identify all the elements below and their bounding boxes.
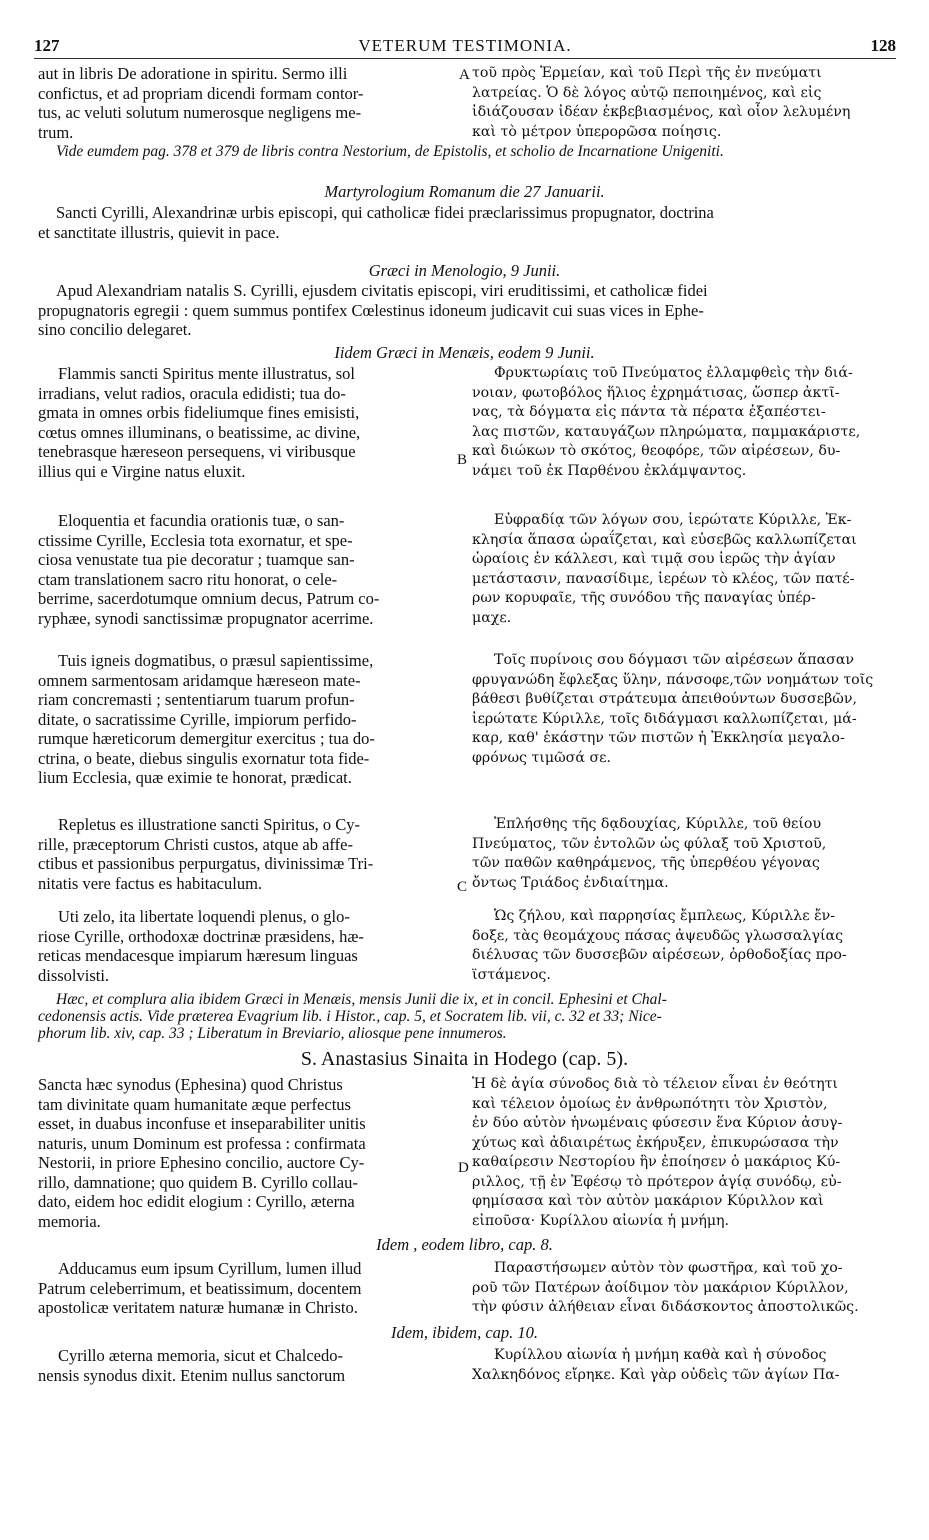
idem-cap8-latin [38, 1259, 458, 1318]
text-line: sino concilio delegaret. [38, 320, 192, 339]
text-line: Repletus es illustratione sancti Spiritus, o Cy- [58, 815, 361, 834]
text-line: νάμει τοῦ ἐκ Παρθένου ἐκλάμψαντος. [472, 462, 747, 479]
idem-cap8-greek [472, 1259, 897, 1318]
text-line: riam concremasti ; sententiarum tuarum profun- [38, 690, 355, 709]
text-line: phorum lib. xiv, cap. 33 ; Liberatum in Breviario, aliosque pene innumeros. [38, 1025, 507, 1042]
text-line: δοξε, τὰς θεομάχους πάσας ἀψευδῶς γλωσσαλγίας [472, 927, 844, 944]
text-line: apostolicæ veritatem naturæ humanæ in Christo. [38, 1298, 358, 1317]
text-line: ϊστάμενος. [472, 966, 551, 983]
idem-cap10-latin [38, 1346, 458, 1385]
menaea-greek-5 [472, 907, 897, 985]
text-line: memoria. [38, 1211, 101, 1231]
text-line: Apud Alexandriam natalis S. Cyrilli, ejusdem civitatis episcopi, viri eruditissimi, et catholicæ fidei [56, 281, 708, 300]
text-line: illius qui e Virgine natus eluxit. [38, 461, 246, 481]
text-line: διέλυσας τῶν δυσσεβῶν αἱρέσεων, ὀρθοδοξίας προ- [472, 947, 847, 963]
idem-cap10-greek [472, 1346, 897, 1385]
menaea-greek-1 [472, 364, 897, 481]
text-line: καὶ διώκων τὸ σκότος, θεοφόρε, τῶν αἱρέσεων, δυ- [472, 443, 841, 459]
anastasius-latin [38, 1075, 458, 1231]
text-line: Παραστήσωμεν αὐτὸν τὸν φωστῆρα, καὶ τοῦ χο- [494, 1260, 843, 1276]
text-line: φρόνως τιμῶσά σε. [472, 749, 611, 766]
text-line: Patrum celeberrimum, et beatissimum, docentem [38, 1278, 362, 1298]
menaea-latin-4 [38, 815, 458, 893]
margin-marker-a: A [459, 67, 470, 83]
menaea-latin-3 [38, 651, 458, 788]
text-line: tam divinitate quam humanitate æque perfectus [38, 1094, 351, 1114]
martyrologium-heading: Martyrologium Romanum die 27 Januarii. [324, 182, 605, 201]
text-line: Ὡς ζήλου, καὶ παρρησίας ἔμπλεως, Κύριλλε ἔν- [494, 908, 836, 924]
text-line: βάθεσι βυθίζεται στράτευμα ἀπειθούντων δυσσεβῶν, [472, 691, 857, 707]
anastasius-heading: S. Anastasius Sinaita in Hodego (cap. 5). [300, 1048, 629, 1070]
text-line: νοιαν, φωτοβόλος ἥλιος ἐχρημάτισας, ὥσπερ ἀκτῖ- [472, 384, 840, 401]
menologium-text [38, 281, 896, 340]
text-line: εἰποῦσα· Κυρίλλου αἰωνία ἡ μνήμη. [472, 1212, 730, 1229]
intro-vide-note: Vide eumdem pag. 378 et 379 de libris contra Nestorium, de Epistolis, et scholio de Incarnatione Unigeniti. [56, 143, 724, 160]
menaea-greek-2 [472, 511, 897, 628]
text-line: Tuis igneis dogmatibus, o præsul sapientissime, [58, 651, 374, 670]
text-line: Εὐφραδίᾳ τῶν λόγων σου, ἱερώτατε Κύριλλε, Ἐκ- [494, 512, 852, 528]
text-line: nensis synodus dixit. Etenim nullus sanctorum [38, 1365, 346, 1385]
text-line: νας, τὰ δόγματα εἰς πάντα τὰ πέρατα ἐξαπέστει- [472, 404, 826, 420]
text-line: Sancti Cyrilli, Alexandrinæ urbis episcopi, qui catholicæ fidei præclarissimus propugnator, doctrina [56, 203, 714, 222]
text-line: Πνεύματος, τῶν ἐντολῶν ὡς φύλαξ τοῦ Χριστοῦ, [472, 835, 827, 852]
text-line: dato, eidem hoc edidit elogium : Cyrillo, æterna [38, 1192, 355, 1211]
text-line: καρ, καθ' ἑκάστην τῶν πιστῶν ἡ Ἐκκλησία μεγαλο- [472, 730, 845, 746]
text-line: ροῦ τῶν Πατέρων ἀοίδιμον τὸν μακάριον Κύριλλον, [472, 1279, 849, 1296]
text-line: Κυρίλλου αἰωνία ἡ μνήμη καθὰ καὶ ἡ σύνοδος [494, 1347, 827, 1363]
text-line: riose Cyrille, orthodoxæ doctrinæ præsidens, hæ- [38, 926, 364, 946]
text-line: tus, ac veluti solutum numerosque negligens me- [38, 103, 362, 122]
text-line: φημίσασα καὶ τὸν αὐτὸν μακάριον Κύριλλον καὶ [472, 1193, 824, 1209]
text-line: ριλλος, τῇ ἐν Ἐφέσῳ τὸ πρότερον ἁγίᾳ συνόδῳ, εὐ- [472, 1173, 842, 1190]
menaea-latin-1 [38, 364, 458, 481]
text-line: ὡραίοις ἐν κάλλεσι, καὶ τιμᾷ σου ἱερῶς τὴν ἁγίαν [472, 551, 836, 567]
running-title: VETERUM TESTIMONIA. [358, 36, 572, 55]
text-line: Τοῖς πυρίνοις σου δόγμασι τῶν αἱρέσεων ἅπασαν [494, 652, 855, 668]
text-line: reticas mendacesque impiarum hæresum linguas [38, 946, 358, 965]
text-line: propugnatoris egregii : quem summus pontifex Cœlestinus idoneum judicavit cui suas vices in Ephe- [38, 300, 704, 320]
text-line: ἐν δύο αὐτὸν ἡνωμέναις φύσεσιν ἕνα Κύριον ἀσυγ- [472, 1115, 843, 1131]
anastasius-greek [472, 1075, 897, 1231]
text-line: rumque hæreticorum demergitur exercitus ; tua do- [38, 729, 375, 748]
text-line: Χαλκηδόνος εἴρηκε. Καὶ γὰρ οὐδεὶς τῶν ἁγίων Πα- [472, 1366, 840, 1383]
text-line: τοῦ πρὸς Ἑρμείαν, καὶ τοῦ Περὶ τῆς ἐν πνεύματι [472, 65, 822, 81]
text-line: καθαίρεσιν Νεστορίου ἣν ἐποίησεν ὁ μακάριος Κύ- [472, 1154, 841, 1170]
intro-latin [38, 64, 458, 142]
text-line: μετάστασιν, πανασίδιμε, ἱερέων τὸ κλέος, τῶν πατέ- [472, 570, 855, 587]
text-line: rille, præceptorum Christi custos, atque ab affe- [38, 834, 353, 854]
page-number-left: 127 [34, 36, 60, 55]
text-line: ctibus et passionibus perpurgatus, divinissimæ Tri- [38, 854, 374, 873]
text-line: Nestorii, in priore Ephesino concilio, auctore Cy- [38, 1153, 365, 1172]
running-header [34, 36, 896, 59]
text-line: nitatis vere factus es habitaculum. [38, 873, 263, 893]
text-line: Hæc, et complura alia ibidem Græci in Menæis, mensis Junii die ix, et in concil. Ephesini et Chal- [56, 991, 667, 1008]
menaea-latin-2 [38, 511, 458, 628]
text-line: ρων κορυφαῖε, τῆς συνόδου τῆς παναγίας ὑπέρ- [472, 590, 816, 606]
text-line: trum. [38, 122, 74, 142]
text-line: ciosa venustate tua pie decoratur ; tuamque san- [38, 550, 355, 569]
menaea-note [38, 991, 896, 1042]
menologium-heading: Græci in Menologio, 9 Junii. [368, 261, 561, 280]
text-line: confictus, et ad propriam dicendi formam contor- [38, 83, 364, 103]
text-line: Sancta hæc synodus (Ephesina) quod Christus [38, 1075, 343, 1094]
text-line: Uti zelo, ita libertate loquendi plenus, o glo- [58, 907, 350, 926]
text-line: Eloquentia et facundia orationis tuæ, o san- [58, 511, 345, 530]
text-line: Ἡ δὲ ἁγία σύνοδος διὰ τὸ τέλειον εἶναι ἐν θεότητι [472, 1076, 838, 1092]
text-line: λας πιστῶν, καταυγάζων πληρώματα, παμμακάριστε, [472, 423, 861, 440]
text-line: rillo, damnatione; quo quidem B. Cyrillo collau- [38, 1172, 358, 1192]
menaea-greek-3 [472, 651, 897, 768]
text-line: lium Ecclesia, quæ eximie te honorat, prædicat. [38, 768, 352, 787]
margin-marker-b: B [457, 452, 468, 468]
text-line: tenebrasque hæreseon persequens, vi viribusque [38, 442, 356, 461]
text-line: cedonensis actis. Vide præterea Evagrium lib. i Histor., cap. 5, et Socratem lib. vii, c. 32 et 33; Nice- [38, 1008, 662, 1025]
martyrologium-text [38, 203, 896, 242]
text-line: omnem sarmentosam aridamque hæreseon mate- [38, 670, 361, 690]
text-line: ὄντως Τριάδος ἐνδιαίτημα. [472, 874, 669, 891]
text-line: cœtus omnes illuminans, o beatissime, ac divine, [38, 422, 361, 442]
text-line: Cyrillo æterna memoria, sicut et Chalcedo- [58, 1346, 344, 1365]
text-line: dissolvisti. [38, 965, 110, 985]
text-line: et sanctitate illustris, quievit in pace. [38, 222, 280, 242]
text-line: Flammis sancti Spiritus mente illustratus, sol [58, 364, 355, 383]
margin-marker-d: D [458, 1160, 469, 1176]
text-line: irradians, velut radios, oracula edidisti; tua do- [38, 383, 346, 403]
menaea-heading: Iidem Græci in Menæis, eodem 9 Junii. [334, 343, 595, 362]
text-line: naturis, unum Dominum est professa : confirmata [38, 1133, 366, 1153]
text-line: ctrina, o beate, diebus singulis exornatur tota fide- [38, 748, 370, 768]
text-line: φρυγανώδη ἔφλεξας ὕλην, πάνσοφε,τῶν νοημάτων τοῖς [472, 671, 874, 688]
text-line: καὶ τέλειον ὁμοίως ἐν ἀνθρωπότητι τὸν Χριστὸν, [472, 1095, 828, 1112]
text-line: λατρείας. Ὁ δὲ λόγος αὐτῷ πεποιημένος, καὶ εἰς [472, 84, 822, 101]
menaea-latin-5 [38, 907, 458, 985]
text-line: gmata in omnes orbis fideliumque fines emisisti, [38, 403, 360, 422]
text-line: καὶ τὸ μέτρον ὑπερορῶσα ποίησις. [472, 123, 722, 140]
text-line: τὴν φύσιν ἀλήθειαν εἶναι διδάσκοντος ἀποστολικῶς. [472, 1299, 859, 1315]
text-line: μαχε. [472, 609, 512, 626]
text-line: aut in libris De adoratione in spiritu. Sermo illi [38, 64, 348, 83]
text-line: τῶν παθῶν καθηράμενος, τῆς ὑπερθέου γέγονας [472, 855, 820, 871]
intro-greek [472, 64, 897, 142]
page-number-right: 128 [870, 36, 896, 55]
text-line: Ἐπλήσθης τῆς δᾳδουχίας, Κύριλλε, τοῦ θείου [494, 816, 822, 832]
idem-cap10-heading: Idem, ibidem, cap. 10. [390, 1323, 539, 1342]
text-line: ditate, o sacratissime Cyrille, impiorum perfido- [38, 709, 357, 729]
menaea-greek-4 [472, 815, 897, 893]
text-line: esset, in duabus inconfuse et inseparabiliter unitis [38, 1114, 366, 1133]
text-line: ryphæe, synodi sanctissimæ propugnator acerrime. [38, 608, 374, 628]
text-line: κλησία ἅπασα ὡραΐζεται, καὶ εὐσεβῶς καλλωπίζεται [472, 531, 857, 548]
text-line: χύτως καὶ ἀδιαιρέτως ἐκήρυξεν, ἐπικυρώσασα τὴν [472, 1134, 839, 1151]
text-line: Φρυκτωρίαις τοῦ Πνεύματος ἐλλαμφθεὶς τὴν διά- [494, 365, 853, 381]
text-line: ἰδιάζουσαν ἰδέαν ἐκβεβιασμένος, καὶ οἷον λελυμένη [472, 104, 851, 120]
text-line: Adducamus eum ipsum Cyrillum, lumen illud [58, 1259, 362, 1278]
idem-cap8-heading: Idem , eodem libro, cap. 8. [376, 1235, 553, 1254]
margin-marker-c: C [457, 879, 468, 895]
text-line: ctissime Cyrille, Ecclesia tota exornatur, et spe- [38, 530, 353, 550]
text-line: ctam translationem sacro ritu honorat, o cele- [38, 569, 338, 589]
text-line: berrime, sacerdotumque omnium decus, Patrum co- [38, 589, 380, 608]
text-line: ἱερώτατε Κύριλλε, τοῖς διδάγμασι καλλωπίζεται, μά- [472, 710, 857, 727]
